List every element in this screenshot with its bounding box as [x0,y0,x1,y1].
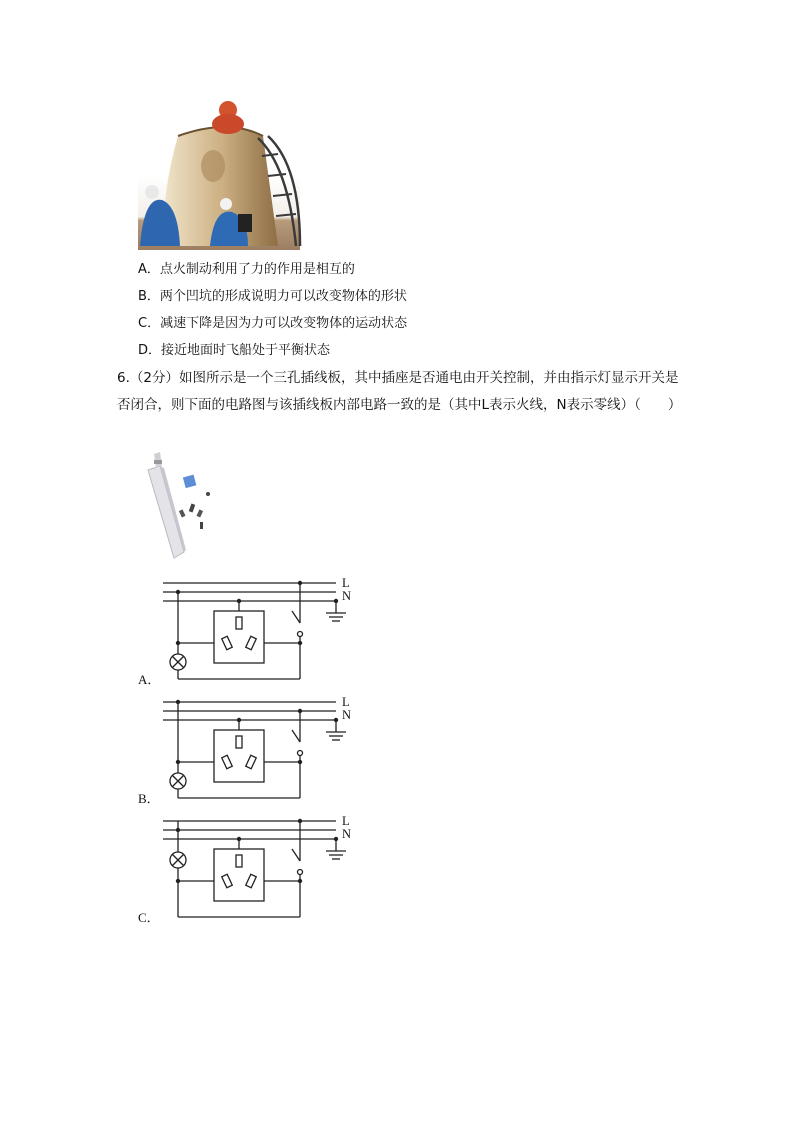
live-wire-label-a: L [342,576,350,590]
circuit-diagram-c [160,813,360,923]
q5-option-c: C．减速下降是因为力可以改变物体的运动状态 [138,316,408,331]
circuit-diagram-b [160,694,360,804]
capsule-photo [138,96,300,250]
option-a-label: A． [138,672,161,687]
q5-option-a: A．点火制动利用了力的作用是相互的 [138,262,355,277]
q5-option-b: B．两个凹坑的形成说明力可以改变物体的形状 [138,289,407,304]
power-strip-photo [140,452,220,560]
neutral-wire-label-a: N [342,589,352,603]
neutral-wire-label-c: N [342,827,352,841]
q6-question-text: 6.（2分）如图所示是一个三孔插线板，其中插座是否通电由开关控制，并由指示灯显示开关是否闭合，则下面的电路图与该插线板内部电路一致的是（其中L表示火线，N表示零线）（ ） [117,370,682,413]
live-wire-label-b: L [342,695,350,709]
live-wire-label-c: L [342,814,350,828]
option-b-label: B． [138,791,160,806]
option-c-label: C． [138,910,160,925]
neutral-wire-label-b: N [342,708,352,722]
circuit-diagram-a [160,575,360,685]
q5-option-d: D．接近地面时飞船处于平衡状态 [138,343,331,358]
